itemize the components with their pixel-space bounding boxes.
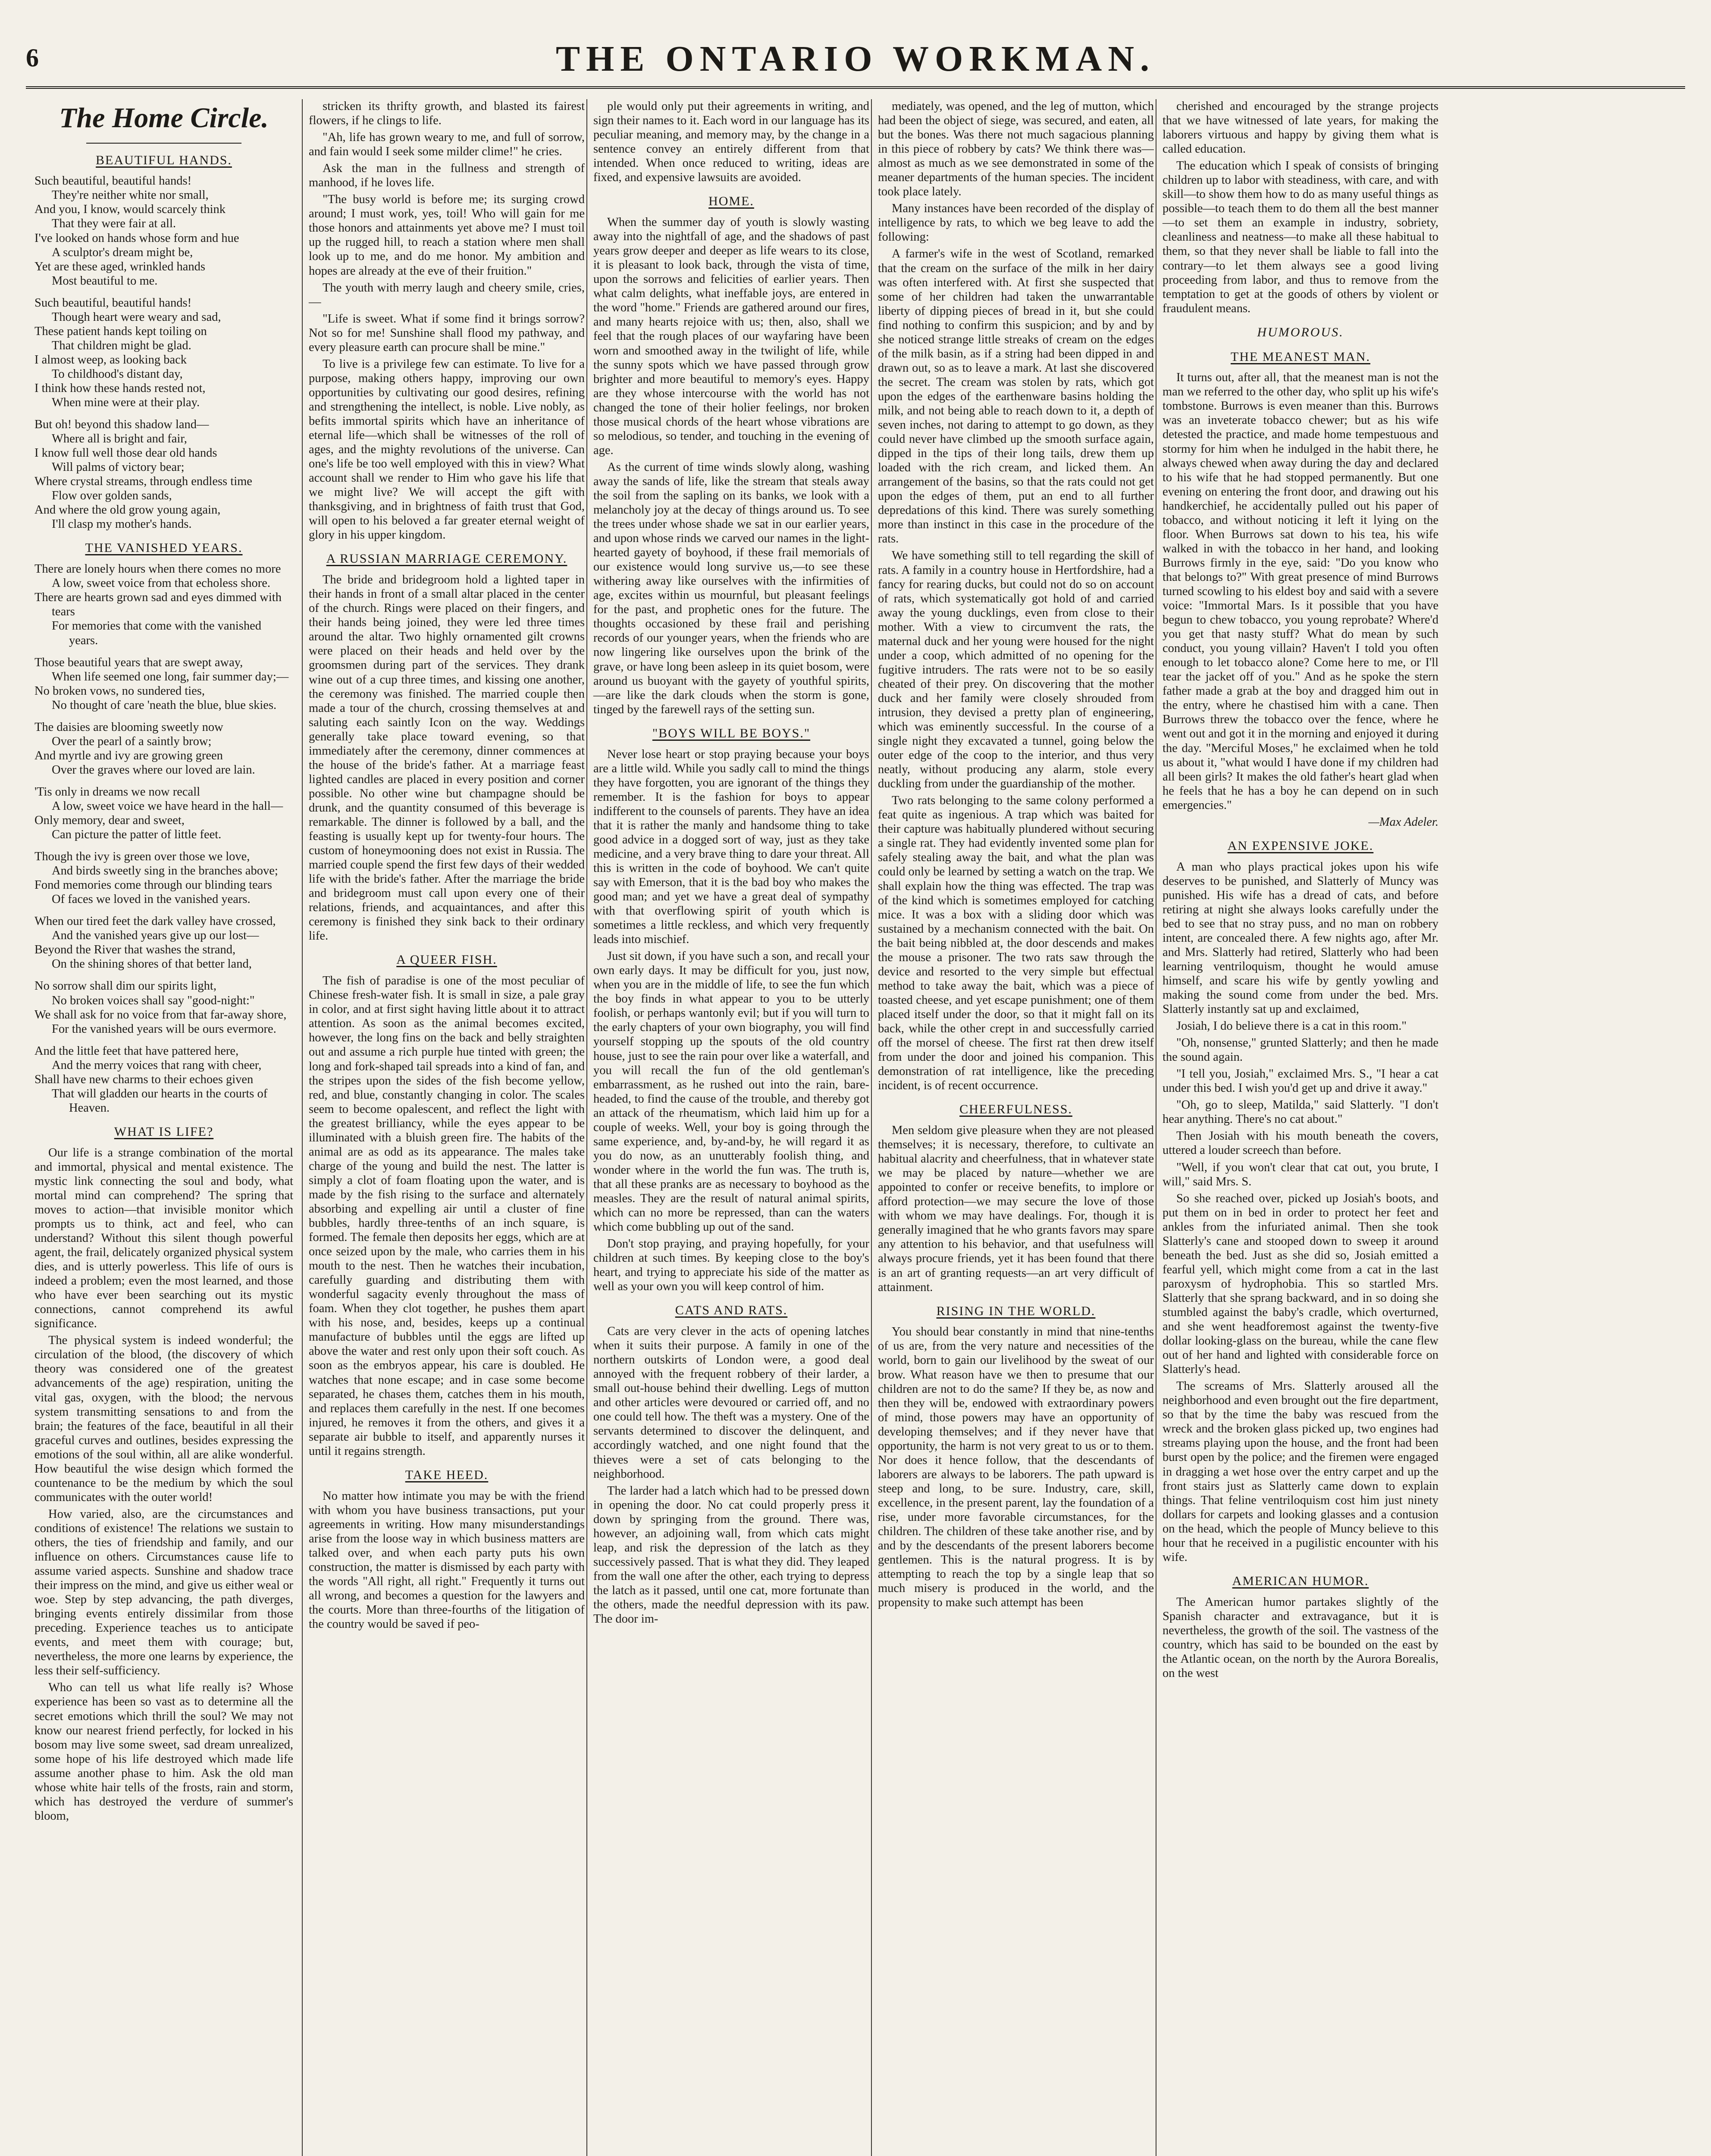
verse-line: A low, sweet voice we have heard in the hall— — [52, 799, 283, 813]
verse-line: Can picture the patter of little feet. — [52, 828, 222, 842]
verse-line: Only memory, dear and sweet, — [34, 814, 185, 827]
verse-line: Yet are these aged, wrinkled hands — [34, 260, 205, 273]
verse-line: They're neither white nor small, — [52, 188, 209, 202]
verse-line: Such beautiful, beautiful hands! — [34, 296, 192, 310]
verse-line: And myrtle and ivy are growing green — [34, 749, 223, 762]
paragraph: The screams of Mrs. Slatterly aroused all the neighborhood and even brought out the fire department, so that by the time the baby was rescued from the wreck and the broken glass picked up, two engines had streams playing upon the house, and the front had been burst open by the police; and the firemen were engaged in dragging a wet hose over the entry carpet and up the front stairs just as Slatterly came down to explain things. That feline ventriloquism cost him just ninety dollars for carpets and looking glasses and a contusion on the head, which the people of Muncy believe to this hour that he received in a pugilistic encounter with his wife. — [1163, 1379, 1438, 1564]
paragraph: Men seldom give pleasure when they are not pleased themselves; it is necessary, therefore, to cultivate an habitual alacrity and cheerfulness, that in whatever state we may be placed by nature—whether we are appointed to confer or receive benefits, to implore or afford protection—we may secure the love of those with whom we may have dealings. For, though it is generally imagined that he who grants favors may spare any attention to his behavior, and that usefulness will always procure friends, yet it has been found that there is an art of granting requests—an art very difficult of attainment. — [878, 1124, 1154, 1294]
verse-line: That children might be glad. — [52, 338, 191, 352]
verse-line: But oh! beyond this shadow land— — [34, 418, 209, 432]
verse-line: I know full well those dear old hands — [34, 446, 217, 460]
article-heading: THE VANISHED YEARS. — [85, 541, 243, 555]
article-heading: HOME. — [708, 194, 754, 209]
verse-line: Such beautiful, beautiful hands! — [34, 174, 192, 188]
paragraph: A man who plays practical jokes upon his wife deserves to be punished, and Slatterly of Muncy was punished. His wife has a dread of cats, and before retiring at night she always looks carefully under the bed to see that no stray puss, and no man on robbery intent, are concealed there. A few nights ago, after Mr. and Mrs. Slatterly had retired, Slatterly who had been learning ventriloquism, thought he would amuse himself, and scare his wife by gently yowling and making the sound come from under the bed. Mrs. Slatterly instantly sat up and exclaimed, — [1163, 860, 1438, 1016]
paragraph: A farmer's wife in the west of Scotland, remarked that the cream on the surface of the milk in her dairy was often interfered with. At first she suspected that some of her children had taken the unwarrantable liberty of dipping pieces of bread in it, but she could find nothing to confirm this suspicion; and by and by she noticed strange little streaks of cream on the edges of the milk basin, as if a string had been dipped in and drawn out, so as to leave a mark. At last she discovered the secret. The cream was stolen by rats, which got upon the edges of the earthenware basins holding the milk, and not being able to reach down to it, a depth of seven inches, not daring to attempt to go down, as they could never have climbed up the smooth surface again, dipped in the tips of their long tails, drew them up loaded with the rich cream, and licked them. An arrangement of the basins, so that the rats could not get upon the edges of them, put an end to all further depredations of this kind. There was surely something more than instinct in this case in the procedure of the rats. — [878, 247, 1154, 546]
paragraph: Two rats belonging to the same colony performed a feat quite as ingenious. A trap which was baited for their capture was habitually plundered without securing a single rat. They had evidently invented some plan for safely stealing away the bait, and what the plan was could only be learned by setting a watch on the trap. We shall explain how the thing was effected. The trap was of the kind which is sometimes employed for catching mice. It was a box with a sliding door which was sustained by a mechanism connected with the bait. On the bait being nibbled at, the door descends and makes the mouse a prisoner. The two rats saw through the device and resorted to the very simple but effectual method to take away the bait, which was a piece of toasted cheese, and yet escape punishment; one of them placed itself under the door, so that it might fall on its back, while the other crept in and successfully carried off the morsel of cheese. The first rat then drew itself from under the door and joined his companion. This demonstration of rat intelligence, like the preceding incident, is of recent occurrence. — [878, 794, 1154, 1093]
paragraph: "The busy world is before me; its surging crowd around; I must work, yes, toil! Who will gain for me those honors and attainments yet above me? I must toil up the rugged hill, to reach a station where men shall look up to me, and do me honor. My ambition and hopes are already at the eve of their fruition." — [309, 193, 585, 278]
paragraph: No matter how intimate you may be with the friend with whom you have business transactions, put your agreements in writing. How many misunderstandings arise from the loose way in which business matters are talked over, and when each party puts his own construction, the matter is dismissed by each party with the words "All right, all right." Frequently it turns out all wrong, and becomes a question for the lawyers and the courts. More than three-fourths of the litigation of the country would be saved if peo- — [309, 1489, 585, 1631]
paragraph: Cats are very clever in the acts of opening latches when it suits their purpose. A family in one of the northern outskirts of London were, a good deal annoyed with the frequent robbery of their larder, a small out-house behind their dwelling. Legs of mutton and other articles were devoured or carried off, and no one could tell how. The theft was a mystery. One of the servants determined to discover the delinquent, and accordingly watched, and one night found that the thieves were a set of cats belonging to the neighborhood. — [593, 1325, 869, 1481]
verse-line: Most beautiful to me. — [52, 274, 158, 288]
verse-line: No thought of care 'neath the blue, blue skies. — [52, 698, 277, 712]
paragraph: To live is a privilege few can estimate. To live for a purpose, making others happy, improving our own opportunities by cultivating our good desires, refining and strengthening the intellect, is noble. Live nobly, as befits immortal spirits which have an inheritance of eternal life—which shall be witnesses of the roll of ages, and the mighty revolutions of the universe. Can one's life be too well employed with this in view? What account shall we render to Him who gave his life that we might live? We will accept the gift with thanksgiving, and in brightness of faith trust that God, will open to his beloved a far greater eternal weight of glory in his upper kingdom. — [309, 357, 585, 542]
paragraph: Just sit down, if you have such a son, and recall your own early days. It may be difficult for you, just now, when you are in the middle of life, to see the fun which the boy finds in what appear to you to be utterly foolish, or perhaps wantonly evil; but if you will turn to the early chapters of your own biography, you will find yourself stopping up the spouts of the old country house, just to see the rain pour over like a waterfall, and you will recall the fun of the old gentleman's embarrassment, as he rushed out into the rain, bare-headed, to find the cause of the trouble, and thereby got an attack of the rheumatism, which laid him up for a couple of weeks. Well, your boy is going through the same experience, and, by-and-by, he will regard it as you do now, as an unutterably foolish thing, and wonder where in the world the fun was. The truth is, that all these pranks are as necessary to boyhood as the measles. They are the result of natural animal spirits, which can no more be repressed, than can the waters which come bubbling up out of the sand. — [593, 950, 869, 1234]
verse-line: Flow over golden sands, — [52, 489, 172, 503]
paragraph: You should bear constantly in mind that nine-tenths of us are, from the very nature and necessities of the world, born to gain our livelihood by the sweat of our brow. What reason have we then to presume that our children are not to do the same? If they be, as now and then they will be, endowed with extraordinary powers of mind, those powers may have an opportunity of developing themselves; and if they never have that opportunity, the harm is not very great to us or to them. Nor does it hence follow, that the descendants of laborers are always to be laborers. The path upward is steep and long, to be sure. Industry, care, skill, excellence, in the present parent, lay the foundation of a rise, under more favorable circumstances, for the children. The children of these take another rise, and by and by the descendants of the present laborers become gentlemen. This is the natural progress. It is by attempting to reach the top by a single leap that so much misery is produced in the world, and the propensity to make such attempt has been — [878, 1325, 1154, 1610]
verse-line: And the merry voices that rang with cheer, — [52, 1058, 262, 1072]
verse-line: A low, sweet voice from that echoless shore. — [52, 577, 271, 590]
verse-line: For memories that come with the vanished years. — [52, 619, 261, 647]
verse-line: When life seemed one long, fair summer day;— — [52, 670, 289, 683]
verse-line: When mine were at their play. — [52, 396, 200, 410]
verse-line: Beyond the River that washes the strand, — [34, 943, 236, 957]
verse-line: And birds sweetly sing in the branches above; — [52, 864, 278, 878]
paragraph: We have something still to tell regarding the skill of rats. A family in a country house in Hertfordshire, had a fancy for rearing ducks, but could not do so on account of rats, which systematically got hold of and carried away the young ducklings, even from close to their mother. With a view to circumvent the rats, the maternal duck and her young were housed for the night under a coop, which admitted of no opening for the fugitive intruders. The rats were not to be so easily cheated of their prey. On discovering that the mother duck and her family were closely shrouded from intrusion, they devised a pretty plan of engineering, which was eminently successful. In the course of a single night they excavated a tunnel, going below the outer edge of the coop to the interior, and thus very neatly, without producing any alarm, stole every duckling from under the guardianship of the mother. — [878, 549, 1154, 791]
paragraph: Josiah, I do believe there is a cat in this room." — [1176, 1019, 1407, 1033]
verse-line: Where crystal streams, through endless time — [34, 475, 252, 489]
paragraph: mediately, was opened, and the leg of mutton, which had been the object of siege, was secured, and eaten, all but the bones. Was there not much sagacious planning in this piece of robbery by cats? We think there was—almost as much as we see demonstrated in some of the meaner departments of the human species. The incident took place lately. — [878, 100, 1154, 199]
stanza — [34, 174, 293, 288]
verse-line: No broken vows, no sundered ties, — [34, 684, 205, 698]
paragraph: The fish of paradise is one of the most peculiar of Chinese fresh-water fish. It is small in size, a pale gray in color, and at first sight having little about it to attract attention. As soon as the animal becomes excited, however, the long fins on the back and belly straighten out and assume a rich purple hue tinted with green; the long and fork-shaped tail spreads into a kind of fan, and the stripes upon the sides of the fish become yellow, red, and blue, constantly changing in color. The scales seem to become opalescent, and reflect the light with the greatest brilliancy, while the eyes appear to be illuminated with a bluish green fire. The habits of the animal are as odd as its appearance. The males take charge of the young and build the nest. The latter is simply a clot of foam floating upon the water, and is made by the fish rising to the surface and alternately absorbing and expelling air until a cluster of fine bubbles, hardly three-tenths of an inch square, is formed. The female then deposits her eggs, which are at once seized upon by the male, who carries them in his mouth to the nest. Then he watches their incubation, carefully guarding and distributing them with wonderful sagacity evenly throughout the mass of foam. When they clot together, he pushes them apart with his nose, and, besides, keeps up a continual manufacture of bubbles until the eggs are lifted up above the water and rest only upon their soft couch. As soon as the embryos appear, his care is doubled. He watches that none escape; and in case some become separated, he chases them, catches them in his mouth, and replaces them carefully in the nest. If one becomes injured, he removes it from the others, and gives it a separate air bubble to itself, and apparently nurses it until it regains strength. — [309, 974, 585, 1458]
stanza — [34, 849, 293, 906]
paragraph: Then Josiah with his mouth beneath the covers, uttered a louder screech than before. — [1163, 1129, 1438, 1157]
verse-line: These patient hands kept toiling on — [34, 324, 207, 338]
paragraph: The education which I speak of consists of bringing children up to labor with steadiness, with care, and with skill—to show them how to do as many useful things as possible—to teach them to do them all the best manner—to set them an example in industry, sobriety, cleanliness and neatness—to make all these habitual to them, so that they never shall be liable to fall into the contrary—to let them always see a good living proceeding from labor, and thus to remove from the temptation to get at the goods of others by violent or fraudulent means. — [1163, 159, 1438, 315]
stanza — [34, 979, 293, 1036]
paragraph: It turns out, after all, that the meanest man is not the man we referred to the other day, who split up his wife's tombstone. Burrows is even meaner than this. Burrows was an inveterate tobacco chewer; but as his wife detested the practice, and made home tempestuous and stormy for him when he indulged in the habit there, he always chewed when away during the day and declared to his wife that he had stopped permanently. But one evening on entering the front door, and drawing out his handkerchief, he accidentally pulled out his paper of tobacco, and without noticing it left it lying on the floor. When Burrows sat down to his tea, his wife walked in with the tobacco in her hand, and looking Burrows firmly in the eye, said: "Do you know who that belongs to?" With great presence of mind Burrows turned scowling to his eldest boy and said with a severe voice: "Immortal Mars. Is it possible that you have begun to chew tobacco, you young reprobate? Where'd you get that nasty stuff? What do mean by such conduct, you young villain? Haven't I told you often enough to let tobacco alone? Come here to me, or I'll tear the jacket off of you." And as he spoke the stern father made a grab at the boy and dragged him out in the entry, where he chastised him with a cane. Then Burrows threw the tobacco over the fence, where he went out and got it in the morning and enjoyed it during the day. "Merciful Moses," he exclaimed when he told us about it, "what would I have done if my children had all been girls? It makes the old father's heart glad when he feels that he has a boy he can depend on in such emergencies." — [1163, 371, 1438, 812]
verse-line: Where all is bright and fair, — [52, 432, 187, 446]
paragraph: How varied, also, are the circumstances and conditions of existence! The relations we sustain to others, the ties of friendship and family, and our influence on others. Circumstances cause life to assume varied aspects. Sunshine and shadow trace their impress on the mind, and give us either weal or woe. Step by step advancing, the path diverges, bringing events entirely dissimilar from those preceding. Experience teaches us to anticipate events, and meet them with courage; but, nevertheless, the more one learns by experience, the less their self-sufficiency. — [34, 1507, 293, 1678]
verse-line: And where the old grow young again, — [34, 503, 221, 517]
verse-line: Though heart were weary and sad, — [52, 310, 221, 324]
paragraph: The youth with merry laugh and cheery smile, cries,— — [309, 281, 585, 309]
verse-line: I'll clasp my mother's hands. — [52, 517, 192, 531]
paragraph: "Ah, life has grown weary to me, and full of sorrow, and fain would I seek some milder clime!" he cries. — [309, 131, 585, 159]
article-columns — [34, 99, 1694, 2156]
article-heading: A QUEER FISH. — [396, 953, 497, 967]
verse-line: Those beautiful years that are swept away, — [34, 655, 243, 669]
verse-line: There are hearts grown sad and eyes dimmed with tears — [34, 591, 282, 619]
poem — [34, 562, 293, 1115]
stanza — [34, 417, 293, 531]
masthead — [26, 30, 1685, 89]
paragraph: Don't stop praying, and praying hopefully, for your children at such times. By keeping close to the boy's heart, and trying to appreciate his side of the matter as well as your own you will keep control of him. — [593, 1237, 869, 1294]
verse-line: I think how these hands rested not, — [34, 382, 206, 395]
verse-line: And the vanished years give up our lost— — [52, 929, 259, 943]
paragraph: Many instances have been recorded of the display of intelligence by rats, to which we beg leave to add the following: — [878, 202, 1154, 244]
paragraph: Who can tell us what life really is? Whose experience has been so vast as to determine all the secret emotions which thrill the soul? We may not know our nearest friend perfectly, for locked in his bosom may live some sweet, sad dream unrealized, some hope of his life destroyed which made life assume another phase to him. Ask the old man whose white hair tells of the frosts, rain and storm, which has destroyed the verdure of summer's bloom, — [34, 1681, 293, 1823]
paragraph: "Life is sweet. What if some find it brings sorrow? Not so for me! Sunshine shall flood my pathway, and every pleasure earth can procure shall be mine." — [309, 312, 585, 354]
verse-line: I've looked on hands whose form and hue — [34, 231, 239, 245]
column-2 — [302, 99, 585, 2156]
verse-line: I almost weep, as looking back — [34, 353, 187, 367]
verse-line: The daisies are blooming sweetly now — [34, 720, 223, 734]
verse-line: A sculptor's dream might be, — [52, 245, 193, 259]
column-4 — [871, 99, 1154, 2156]
verse-line: Over the graves where our loved are lain. — [52, 763, 255, 777]
paragraph: stricken its thrifty growth, and blasted its fairest flowers, if he clings to life. — [309, 100, 585, 128]
article-heading: WHAT IS LIFE? — [114, 1124, 214, 1139]
stanza — [34, 296, 293, 410]
paragraph: "Well, if you won't clear that cat out, you brute, I will," said Mrs. S. — [1163, 1160, 1438, 1188]
paragraph: The physical system is indeed wonderful; the circulation of the blood, (the discovery of which theory was considered one of the greatest advancements of the age) respiration, uniting the vital gas, oxygen, with the blood; the nervous system transmitting sensations to and from the brain; the features of the face, beautiful in all their graceful curves and outlines, besides expressing the emotions of the soul within, all are alike wonderful. How beautiful the wise design which formed the countenance to be the medium by which the soul communicates with the outer world! — [34, 1334, 293, 1504]
verse-line: No broken voices shall say "good-night:" — [52, 993, 255, 1007]
verse-line: Shall have new charms to their echoes given — [34, 1072, 254, 1086]
article-heading: A RUSSIAN MARRIAGE CEREMONY. — [326, 552, 567, 566]
verse-line: Fond memories come through our blinding tears — [34, 878, 272, 892]
paragraph: As the current of time winds slowly along, washing away the sands of life, like the stream that steals away the soil from the sapling on its banks, we look with a melancholy joy at the decay of things around us. To see the trees under whose shade we sat in our earlier years, and upon whose rinds we carved our names in the light-hearted gayety of boyhood, if these frail memorials of our existence would long survive us,—to see these withering away like ourselves with the infirmities of age, excites within us mournful, but pleasant feelings for the past, and prophetic ones for the future. The thoughts occasioned by these frail and perishing records of our younger years, when the friends who are now lingering like ourselves upon the brink of the grave, or have long been asleep in its quiet bosom, were around us buoyant with the gayety of youthful spirits,—are like the dark clouds when the storm is gone, tinged by the farewell rays of the setting sun. — [593, 460, 869, 716]
article-heading: AN EXPENSIVE JOKE. — [1227, 838, 1374, 853]
verse-line: No sorrow shall dim our spirits light, — [34, 979, 216, 993]
article-heading: "BOYS WILL BE BOYS." — [652, 726, 811, 740]
byline: —Max Adeler. — [1368, 815, 1438, 829]
verse-line: Over the pearl of a saintly brow; — [52, 734, 212, 748]
article-heading: CATS AND RATS. — [675, 1303, 788, 1318]
stanza — [34, 562, 293, 647]
verse-line: Though the ivy is green over those we love, — [34, 850, 250, 864]
verse-line: To childhood's distant day, — [52, 367, 183, 381]
column-3 — [586, 99, 869, 2156]
paragraph: "Oh, go to sleep, Matilda," said Slatterly. "I don't hear anything. There's no cat about." — [1163, 1098, 1438, 1126]
verse-line: 'Tis only in dreams we now recall — [34, 785, 201, 799]
paragraph: Our life is a strange combination of the mortal and immortal, physical and mental existence. The mystic link connecting the soul and body, what mortal mind can comprehend? The spring that moves to action—that invisible monitor which prompts us to think, act and feel, who can understand? Without this silent though powerful agent, the frail, delicately organized physical system dies, and is utterly powerless. This life of ours is indeed a problem; even the most learned, and those who have ever been searching out its mystic connections, cannot comprehend its awful significance. — [34, 1146, 293, 1331]
verse-line: Of faces we loved in the vanished years. — [52, 893, 251, 906]
article-heading: TAKE HEED. — [405, 1467, 489, 1482]
column-1 — [34, 99, 293, 2156]
newspaper-title: THE ONTARIO WORKMAN. — [556, 39, 1155, 79]
column-5 — [1156, 99, 1438, 2156]
verse-line: That will gladden our hearts in the courts of Heaven. — [52, 1087, 268, 1115]
verse-line: When our tired feet the dark valley have crossed, — [34, 915, 276, 928]
stanza — [34, 785, 293, 842]
article-heading: CHEERFULNESS. — [959, 1102, 1072, 1117]
paragraph: The American humor partakes slightly of the Spanish character and extravagance, but it is nevertheless, the growth of the soil. The vastness of the country, which has said to be bounded on the east by the Atlantic ocean, on the north by the Aurora Borealis, on the west — [1163, 1595, 1438, 1680]
verse-line: For the vanished years will be ours evermore. — [52, 1022, 276, 1036]
verse-line: Will palms of victory bear; — [52, 461, 185, 474]
paragraph: When the summer day of youth is slowly wasting away into the nightfall of age, and the shadows of past years grow deeper and deeper as life wears to its close, it is pleasant to look back, through the vista of time, upon the sorrows and felicities of earlier years. Then what calm delights, what ineffable joys, are entered in the word "home." Friends are gathered around our fires, and many hearts rejoice with us; then, also, shall we feel that the rough places of our wayfaring have been worn and smoothed away in the twilight of life, while the sunny spots which we have passed through grow brighter and more beautiful to memory's eyes. Happy are they whose intercourse with the world has not changed the tone of their holier feelings, nor broken those musical chords of the heart whose vibrations are so melodious, so tender, and touching in the evening of age. — [593, 216, 869, 457]
article-heading: THE MEANEST MAN. — [1231, 349, 1370, 364]
stanza — [34, 914, 293, 971]
department-heading: The Home Circle. — [59, 102, 269, 134]
stanza — [34, 720, 293, 777]
stanza — [34, 1044, 293, 1115]
paragraph: Never lose heart or stop praying because your boys are a little wild. While you sadly call to mind the things they have forgotten, you are ignorant of the things they remember. It is the fashion for boys to appear indifferent to the counsels of parents. They have an idea that it is rather the manly and handsome thing to take good advice in a dogged sort of way, just as they take medicine, and a very brave thing to dare your threat. All this is written in the code of boyhood. We can't quite say with Emerson, that it is the bad boy who makes the good man; and yet we have a great deal of sympathy with that overflowing spirit of youth which is sometimes a little reckless, and which very frequently leads into mischief. — [593, 747, 869, 946]
paragraph: The larder had a latch which had to be pressed down in opening the door. No cat could properly press it down by springing from the ground. There was, however, an adjoining wall, from which cats might leap, and risk the depression of the latch as they successively passed. That is what they did. They leaped from the wall one after the other, each trying to depress the latch as it passed, until one cat, more fortunate than the others, made the needful depression with its paw. The door im- — [593, 1484, 869, 1626]
verse-line: On the shining shores of that better land, — [52, 957, 252, 971]
page-number: 6 — [26, 44, 39, 72]
verse-line: There are lonely hours when there comes no more — [34, 562, 281, 576]
divider — [86, 143, 241, 144]
verse-line: We shall ask for no voice from that far-away shore, — [34, 1008, 287, 1022]
paragraph: Ask the man in the fullness and strength of manhood, if he loves life. — [309, 162, 585, 190]
verse-line: And the little feet that have pattered here, — [34, 1044, 239, 1058]
verse-line: That they were fair at all. — [52, 217, 176, 231]
paragraph: "I tell you, Josiah," exclaimed Mrs. S., "I hear a cat under this bed. I wish you'd get up and drive it away." — [1163, 1067, 1438, 1095]
article-heading: RISING IN THE WORLD. — [936, 1304, 1096, 1318]
paragraph: So she reached over, picked up Josiah's boots, and put them on in bed in order to protect her feet and ankles from the infuriated animal. Then she took Slatterly's cane and stooped down to sweep it around beneath the bed. Just as she did so, Josiah emitted a fearful yell, which might come from a cat in the last paroxysm of hydrophobia. This so startled Mrs. Slatterly that she sprang backward, and in so doing she stumbled against the baby's cradle, which overturned, and she went headforemost against the twenty-five dollar looking-glass on the bureau, while the cane flew out of her hand and lighted with considerable force on Slatterly's head. — [1163, 1191, 1438, 1376]
paragraph: The bride and bridegroom hold a lighted taper in their hands in front of a small altar placed in the center of the church. Rings were placed on their fingers, and their hands being joined, they were led three times around the altar. Two highly ornamented gilt crowns were placed on their heads and held over by the groomsmen during part of the services. They drank wine out of a cup three times, and kissing one another, the ceremony was finished. The married couple then made a tour of the church, crossing themselves at and saluting each saintly Icon on the way. Weddings generally take place toward evening, so that immediately after the ceremony, dinner commences at the house of the bride's father. At a marriage feast lighted candles are placed in every position and corner possible. No other wine but champagne should be drunk, and the quantity consumed of this beverage is remarkable. The dinner is followed by a ball, and the feasting is usually kept up for twenty-four hours. The custom of honeymooning does not exist in Russia. The married couple spend the first few days of their wedded life with the bride's father. After the marriage the bride and bridegroom must call upon every one of their relations, friends, and acquaintances, and after this ceremony is finished they sink back to their ordinary life. — [309, 573, 585, 943]
article-heading: BEAUTIFUL HANDS. — [96, 153, 232, 167]
verse-line: And you, I know, would scarcely think — [34, 203, 226, 216]
article-heading: HUMOROUS. — [1257, 325, 1344, 339]
paragraph: ple would only put their agreements in writing, and sign their names to it. Each word in our language has its peculiar meaning, and memory may, by the change in a sentence convey an entirely different from that intended. When once reduced to writing, ideas are fixed, and expensive lawsuits are avoided. — [593, 100, 869, 185]
poem — [34, 174, 293, 531]
article-heading: AMERICAN HUMOR. — [1232, 1573, 1369, 1588]
paragraph: "Oh, nonsense," grunted Slatterly; and then he made the sound again. — [1163, 1036, 1438, 1064]
paragraph: cherished and encouraged by the strange projects that we have witnessed of late years, for making the laborers virtuous and happy by giving them what is called education. — [1163, 100, 1438, 156]
stanza — [34, 655, 293, 712]
